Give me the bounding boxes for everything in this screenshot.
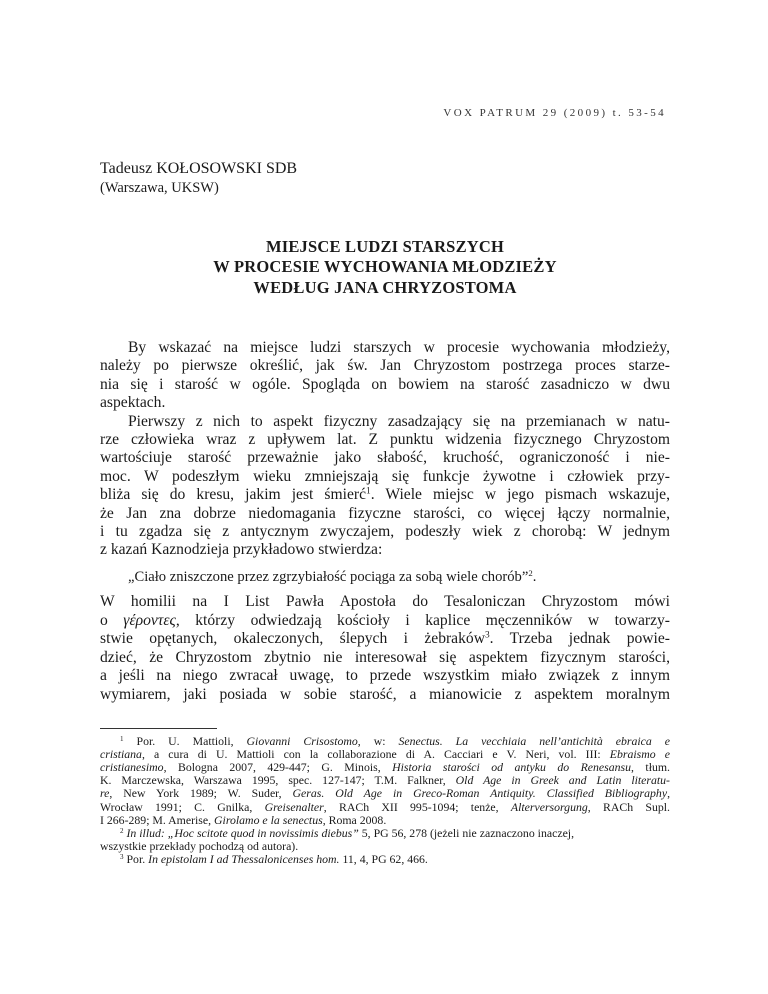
text-run: 11, 4, PG 62, 466. [339, 851, 428, 866]
article-title-line: WEDŁUG JANA CHRYZOSTOMA [253, 278, 517, 297]
text-run: Geras. Old Age in Greco-Roman Antiquity. Classified Bibliography [292, 786, 668, 801]
text-run: z kazań Kaznodzieja przykładowo stwierdza: [100, 541, 383, 559]
footnote-line [100, 801, 670, 814]
text-run: wymiarem, jaki posiada w sobie starość, a mianowicie z aspektem moralnym [100, 685, 670, 703]
text-run: 5, PG 56, 278 (jeżeli nie zaznaczono inaczej, [358, 825, 575, 840]
text-run: Ebraismo e [609, 747, 670, 762]
text-run: , w: [357, 734, 399, 748]
text-run: In illud: „Hoc scitote quod in novissimis diebus” [126, 825, 359, 840]
text-run: W homilii na I List Pawła Apostoła do Tesaloniczan Chryzostom mówi [100, 593, 670, 610]
author-name: Tadeusz KOŁOSOWSKI SDB [100, 160, 298, 177]
author-affiliation: (Warszawa, UKSW) [100, 180, 219, 196]
text-run: , tłum. [631, 760, 670, 775]
body-line [100, 541, 670, 559]
body-line [100, 505, 670, 523]
footnote-ref: 1 [120, 734, 124, 743]
body-line [100, 357, 670, 375]
footnote-line [100, 774, 670, 787]
footnote-line [120, 827, 670, 840]
footnote-line [100, 814, 670, 827]
body-line [100, 523, 670, 541]
text-run: cristianesimo [100, 760, 164, 775]
body-line [100, 630, 670, 648]
text-run: aspektach. [100, 394, 166, 412]
text-run: o [100, 611, 124, 629]
text-run: moc. W podeszłym wieku zmniejszają się funkcje żywotne i człowiek przy- [100, 467, 670, 485]
text-run: , RACh XII 995-1094; tenże, [323, 799, 511, 814]
text-run: wszystkie przekłady pochodzą od autora). [100, 838, 299, 853]
text-run: By wskazać na miejsce ludzi starszych w procesie wychowania młodzieży, [128, 339, 670, 356]
body-line [100, 649, 670, 667]
body-line [100, 612, 670, 630]
text-run: nia się i starość w ogóle. Spogląda on bowiem na starość zasadniczo w dwu [100, 375, 670, 393]
block-quote [128, 568, 698, 586]
text-run: In epistolam I ad Thessalonicenses hom. [148, 851, 340, 866]
body-line [100, 376, 670, 394]
text-run: , którzy odwiedzają kościoły i kaplice męczenników w towarzy- [175, 611, 670, 629]
text-run: dzieć, że Chryzostom zbytnio nie interesował się aspektem fizycznym starości, [100, 648, 670, 666]
body-line [100, 667, 670, 685]
body-line [100, 394, 670, 412]
text-run: a jeśli na niego zwracał uwagę, to przede wszystkim miało związek z innym [100, 667, 670, 684]
footnote-line [100, 761, 670, 774]
text-run: Alterversorgung [510, 799, 588, 814]
text-run: Pierwszy z nich to aspekt fizyczny zasadzający się na przemianach w natu- [128, 412, 670, 430]
text-run: Girolamo e la senectus [214, 812, 323, 827]
article-title-line: MIEJSCE LUDZI STARSZYCH [265, 237, 505, 256]
text-run: re [100, 786, 110, 801]
footnote-ref: 1 [366, 486, 371, 497]
text-run: , a cura di U. Mattioli con la collaborazione di A. Cacciari e V. Neri, vol. III: [141, 747, 610, 762]
text-run: . Wiele miejsc w jego pismach wskazuje, [370, 486, 670, 504]
text-run: stwie opętanych, okaleczonych, ślepych i żebraków [100, 630, 485, 647]
text-run: K. Marczewska, Warszawa 1995, spec. 127-147; T.M. Falkner, [100, 773, 456, 788]
footnote-line [120, 735, 670, 748]
text-run: Old Age in Greek and Latin literatu- [455, 773, 670, 788]
footnote-line [100, 748, 670, 761]
text-run: Greisenalter [264, 799, 324, 814]
body-line [100, 686, 670, 704]
text-run: , Bologna 2007, 429-447; G. Minois, [163, 760, 393, 775]
journal-header: VOX PATRUM 29 (2009) t. 53-54 [443, 107, 666, 119]
article-title-line: W PROCESIE WYCHOWANIA MŁODZIEŻY [213, 257, 557, 276]
text-run: . [532, 569, 537, 585]
text-run: I 266-289; M. Amerise, [100, 812, 215, 827]
footnote-ref: 3 [120, 852, 124, 861]
body-line [128, 339, 670, 357]
body-line [100, 449, 670, 467]
footnote-line [100, 840, 670, 853]
body-line [100, 593, 670, 611]
text-run: wartościuje starość przeważnie jako słabość, kruchość, ograniczoność i nie- [100, 449, 670, 467]
body-line [128, 413, 670, 431]
footnote-ref: 2 [528, 567, 533, 578]
text-run: , RACh Supl. [587, 799, 670, 814]
text-run: Por. U. Mattioli, [123, 734, 247, 748]
text-run: „Ciało zniszczone przez zgrzybiałość pociąga za sobą wiele chorób” [128, 569, 529, 585]
text-run: Giovanni Crisostomo [246, 734, 358, 748]
text-run: należy po pierwsze określić, jak św. Jan Chryzostom postrzega proces starze- [100, 357, 670, 375]
body-line [100, 468, 670, 486]
text-run: Senectus. La vecchiaia nell’antichità ebraica e [398, 734, 670, 748]
text-run: Por. [123, 851, 149, 866]
text-run: rze człowieka wraz z upływem lat. Z punktu widzenia fizycznego Chryzostom [100, 431, 670, 448]
body-line [100, 486, 670, 504]
footnote-line [100, 787, 670, 800]
footnote-ref: 2 [120, 826, 124, 835]
text-run: Wrocław 1991; C. Gnilka, [100, 799, 265, 814]
text-run: γέροντες [123, 611, 176, 629]
text-run: , [667, 786, 671, 801]
text-run: , Roma 2008. [322, 812, 387, 827]
text-run: że Jan zna dobrze niedomagania fizyczne starości, co więcej łączy normalnie, [100, 504, 670, 522]
text-run: . Trzeba jednak powie- [489, 630, 670, 647]
body-line [100, 431, 670, 449]
text-run: cristiana [100, 747, 142, 762]
footnote-ref: 3 [484, 630, 490, 641]
text-run: bliża się do kresu, jakim jest śmierć [100, 486, 367, 504]
text-run: i tu zgadza się z antycznym zwyczajem, podeszły wiek z chorobą: W jednym [100, 523, 670, 540]
text-run: , New York 1989; W. Suder, [109, 786, 293, 801]
footnote-line [120, 853, 670, 866]
text-run: Historia starości od antyku do Renesansu [392, 760, 632, 775]
footnote-separator [100, 728, 217, 729]
